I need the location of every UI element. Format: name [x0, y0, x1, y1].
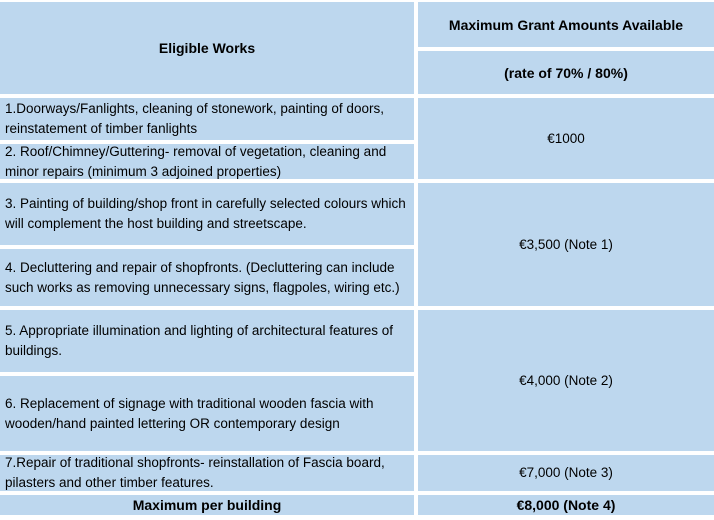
footer-maximum-per-building-label: Maximum per building [0, 495, 414, 515]
work-item-7-shopfront-repair: 7.Repair of traditional shopfronts- reinstallation of Fascia board, pilasters and other timber features. [0, 455, 414, 491]
amount-work-7: €7,000 (Note 3) [418, 455, 714, 491]
amount-works-5-6: €4,000 (Note 2) [418, 310, 714, 451]
footer-maximum-per-building-amount: €8,000 (Note 4) [418, 495, 714, 515]
work-item-4-decluttering: 4. Decluttering and repair of shopfronts. (Decluttering can include such works as removing unnecessary signs, flagpoles, wiring etc.) [0, 249, 414, 306]
work-item-6-signage: 6. Replacement of signage with traditional wooden fascia with wooden/hand painted lettering OR contemporary design [0, 376, 414, 451]
work-item-5-illumination: 5. Appropriate illumination and lighting of architectural features of buildings. [0, 310, 414, 372]
header-max-grant-amounts: Maximum Grant Amounts Available [418, 2, 714, 47]
amount-works-1-2: €1000 [418, 98, 714, 179]
header-rate-subtitle: (rate of 70% / 80%) [418, 51, 714, 94]
work-item-2-roof-chimney-guttering: 2. Roof/Chimney/Guttering- removal of vegetation, cleaning and minor repairs (minimum 3 adjoined properties) [0, 144, 414, 179]
header-eligible-works: Eligible Works [0, 2, 414, 94]
amount-works-3-4: €3,500 (Note 1) [418, 183, 714, 306]
work-item-1-doorways-fanlights: 1.Doorways/Fanlights, cleaning of stonework, painting of doors, reinstatement of timber fanlights [0, 98, 414, 140]
work-item-3-painting: 3. Painting of building/shop front in carefully selected colours which will complement the host building and streetscape. [0, 183, 414, 245]
